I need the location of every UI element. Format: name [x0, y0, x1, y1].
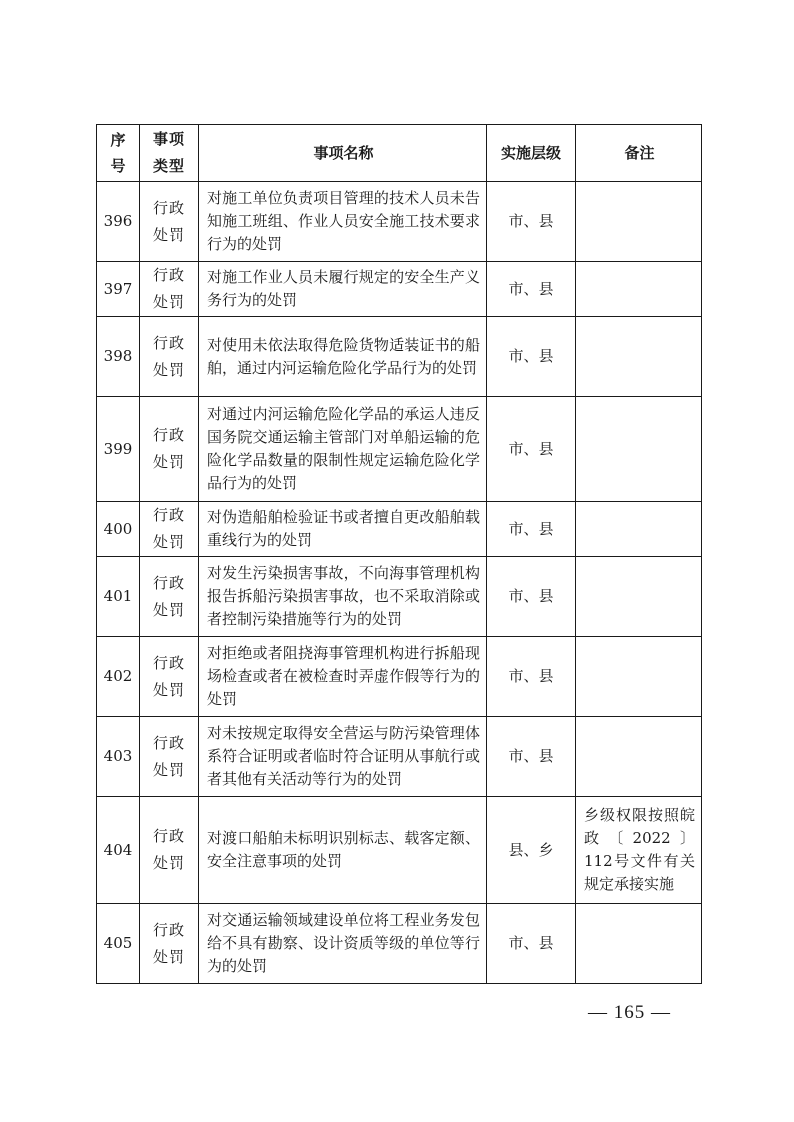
table-row [97, 557, 702, 637]
row-item-type-line1: 行政 [152, 266, 185, 284]
row-item-name: 对施工单位负责项目管理的技术人员未告知施工班组、作业人员安全施工技术要求行为的处罚 [199, 182, 487, 262]
row-item-type [140, 557, 199, 637]
row-remarks [576, 557, 702, 637]
row-item-type-line1: 行政 [152, 573, 185, 592]
row-item-type-line1: 行政 [152, 733, 185, 752]
row-item-name: 对交通运输领域建设单位将工程业务发包给不具有勘察、设计资质等级的单位等行为的处罚 [199, 904, 487, 984]
row-serial-number: 401 [97, 557, 140, 637]
row-item-name: 对未按规定取得安全营运与防污染管理体系符合证明或者临时符合证明从事航行或者其他有关活动等行为的处罚 [199, 717, 487, 797]
row-serial-number: 402 [97, 637, 140, 717]
table-row [97, 182, 702, 262]
row-serial-number: 396 [97, 182, 140, 262]
header-item-name: 事项名称 [199, 125, 487, 182]
row-remarks [576, 182, 702, 262]
row-item-type [140, 502, 199, 557]
row-item-type-line2: 处罚 [152, 760, 185, 779]
row-item-type-line2: 处罚 [152, 360, 185, 379]
row-item-type [140, 797, 199, 904]
table-body [97, 182, 702, 984]
row-implementation-level: 县、乡 [487, 797, 576, 904]
header-serial-number: 序 号 [97, 125, 140, 182]
table-row [97, 397, 702, 502]
row-implementation-level: 市、县 [487, 397, 576, 502]
row-implementation-level: 市、县 [487, 317, 576, 397]
row-remarks [576, 717, 702, 797]
row-implementation-level: 市、县 [487, 182, 576, 262]
row-item-type [140, 262, 199, 317]
row-serial-number: 399 [97, 397, 140, 502]
row-implementation-level: 市、县 [487, 904, 576, 984]
row-serial-number: 405 [97, 904, 140, 984]
row-item-name: 对通过内河运输危险化学品的承运人违反国务院交通运输主管部门对单船运输的危险化学品数量的限制性规定运输危险化学品行为的处罚 [199, 397, 487, 502]
row-item-name: 对使用未依法取得危险货物适装证书的船舶，通过内河运输危险化学品行为的处罚 [199, 317, 487, 397]
table-row [97, 904, 702, 984]
row-item-type [140, 637, 199, 717]
row-item-type [140, 317, 199, 397]
row-item-type-line2: 处罚 [152, 947, 185, 966]
row-item-type-line2: 处罚 [152, 533, 185, 551]
row-item-name: 对拒绝或者阻挠海事管理机构进行拆船现场检查或者在被检查时弄虚作假等行为的处罚 [199, 637, 487, 717]
table-row [97, 262, 702, 317]
row-remarks [576, 317, 702, 397]
row-serial-number: 404 [97, 797, 140, 904]
header-implementation-level: 实施层级 [487, 125, 576, 182]
table-row [97, 797, 702, 904]
row-remarks [576, 637, 702, 717]
row-item-type [140, 717, 199, 797]
row-item-type-line1: 行政 [152, 426, 185, 444]
row-item-name: 对伪造船舶检验证书或者擅自更改船舶载重线行为的处罚 [199, 502, 487, 557]
table-row [97, 502, 702, 557]
row-item-type-line1: 行政 [152, 333, 185, 352]
row-item-type-line2: 处罚 [152, 225, 185, 244]
row-item-type-line2: 处罚 [152, 854, 185, 872]
row-item-type-line1: 行政 [152, 198, 185, 217]
row-item-type-line1: 行政 [152, 827, 185, 845]
row-item-name: 对发生污染损害事故，不向海事管理机构报告拆船污染损害事故，也不采取消除或者控制污染措施等行为的处罚 [199, 557, 487, 637]
row-item-type-line2: 处罚 [152, 293, 185, 311]
row-serial-number: 398 [97, 317, 140, 397]
row-item-name: 对渡口船舶未标明识别标志、载客定额、安全注意事项的处罚 [199, 797, 487, 904]
row-remarks [576, 262, 702, 317]
row-item-type-line2: 处罚 [152, 600, 185, 619]
row-serial-number: 403 [97, 717, 140, 797]
row-remarks [576, 904, 702, 984]
row-implementation-level: 市、县 [487, 637, 576, 717]
row-remarks: 乡级权限按照皖政〔2022〕112号文件有关规定承接实施 [576, 797, 702, 904]
row-implementation-level: 市、县 [487, 717, 576, 797]
table-row [97, 637, 702, 717]
row-item-type-line1: 行政 [152, 653, 185, 672]
row-item-type-line1: 行政 [152, 506, 185, 524]
row-item-type-line2: 处罚 [152, 680, 185, 699]
row-implementation-level: 市、县 [487, 557, 576, 637]
row-item-type [140, 397, 199, 502]
row-item-name: 对施工作业人员未履行规定的安全生产义务行为的处罚 [199, 262, 487, 317]
row-remarks [576, 397, 702, 502]
items-table [96, 124, 702, 984]
row-serial-number: 397 [97, 262, 140, 317]
table-header-row [97, 125, 702, 182]
row-implementation-level: 市、县 [487, 262, 576, 317]
row-remarks [576, 502, 702, 557]
row-item-type [140, 182, 199, 262]
row-item-type-line1: 行政 [152, 920, 185, 939]
table-row [97, 717, 702, 797]
page-number: — 165 — [588, 1002, 671, 1023]
row-implementation-level: 市、县 [487, 502, 576, 557]
header-item-type: 事项 类型 [140, 125, 199, 182]
row-item-type [140, 904, 199, 984]
header-remarks: 备注 [576, 125, 702, 182]
row-item-type-line2: 处罚 [152, 453, 185, 471]
table-row [97, 317, 702, 397]
row-serial-number: 400 [97, 502, 140, 557]
